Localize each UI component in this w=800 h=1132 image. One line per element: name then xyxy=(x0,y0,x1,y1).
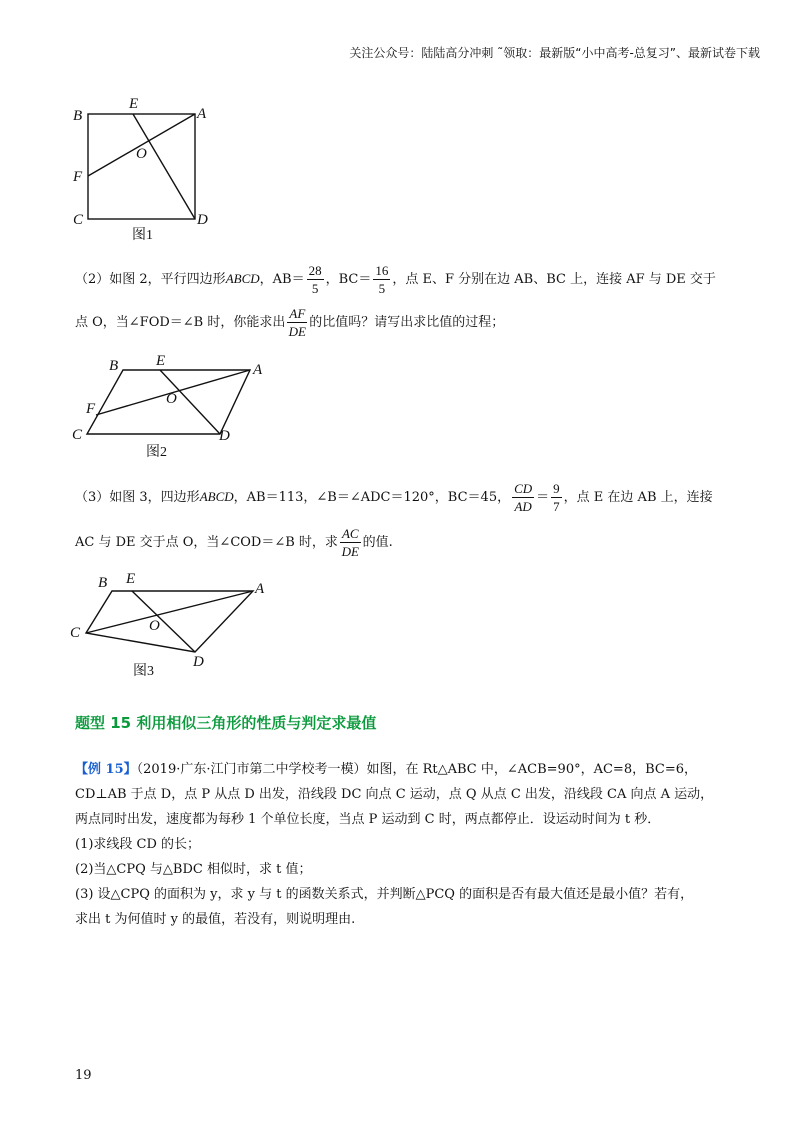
figure-2-diagram xyxy=(60,350,280,460)
figure-3 xyxy=(60,565,280,685)
example-label: 【例 15】 xyxy=(75,762,137,777)
fig3-caption: 图3 xyxy=(133,664,154,679)
example-line-4: (1)求线段 CD 的长； xyxy=(75,837,201,852)
example-line-5: (2)当△CPQ 与△BDC 相似时，求 t 值； xyxy=(75,862,312,877)
page-header: 关注公众号：陆陆高分冲刺 ˜领取：最新版“小中高考-总复习”、最新试卷下载 xyxy=(349,46,760,60)
q3-frac-den: DE xyxy=(341,544,359,559)
q2-bc-eq: ，BC＝ xyxy=(325,272,372,287)
figure-2 xyxy=(60,350,280,460)
fig1-label-c: C xyxy=(73,212,84,228)
q3-text-1: （3）如图 3，四边形 xyxy=(75,490,200,505)
fig2-label-c: C xyxy=(72,427,83,443)
example-15 xyxy=(75,757,725,932)
q3-text-4: AC 与 DE 交于点 O，当∠COD＝∠B 时，求 xyxy=(75,535,338,550)
fig1-label-o: O xyxy=(136,146,147,162)
q2-abcd: ABCD xyxy=(225,271,260,286)
fig1-label-e: E xyxy=(129,96,139,112)
q2-ab-eq: ，AB＝ xyxy=(259,272,305,287)
fig1-label-a: A xyxy=(197,106,207,122)
fig1-label-f: F xyxy=(73,169,83,185)
q2-ab-den: 5 xyxy=(311,281,319,296)
fig3-label-e: E xyxy=(126,571,136,587)
page-number: 19 xyxy=(75,1068,92,1083)
fig3-label-d: D xyxy=(193,654,204,670)
q2-text-4: 的比值吗？请写出求比值的过程； xyxy=(309,315,505,330)
q3-val-den: 7 xyxy=(553,499,560,514)
q2-bc-den: 5 xyxy=(378,281,386,296)
q2-fraction-af-de xyxy=(287,305,307,340)
q3-text-3: ，点 E 在边 AB 上，连接 xyxy=(563,490,713,505)
fig3-label-o: O xyxy=(149,618,160,634)
q2-text-2: ，点 E、F 分别在边 AB、BC 上，连接 AF 与 DE 交于 xyxy=(392,272,716,287)
q2-fraction-bc xyxy=(373,262,390,297)
example-line-3: 两点同时出发，速度都为每秒 1 个单位长度，当点 P 运动到 C 时，两点都停止．设运动时间为 t 秒． xyxy=(75,812,661,827)
fig1-label-d: D xyxy=(197,212,208,228)
fig2-label-e: E xyxy=(156,353,166,369)
q2-text-3: 点 O，当∠FOD＝∠B 时，你能求出 xyxy=(75,315,286,330)
fig2-label-b: B xyxy=(109,358,119,374)
example-line-1 xyxy=(75,757,725,782)
q3-fraction-cd-ad xyxy=(512,480,534,515)
example-line-7: 求出 t 为何值时 y 的最值，若没有，则说明理由. xyxy=(75,912,356,927)
q3-val-num: 9 xyxy=(553,481,560,496)
fig1-caption: 图1 xyxy=(132,228,153,243)
fig2-caption: 图2 xyxy=(146,445,167,460)
q3-fraction-ac-de xyxy=(340,525,361,560)
figure-1-diagram xyxy=(60,90,260,250)
q2-ab-num: 28 xyxy=(308,263,322,278)
figure-1 xyxy=(60,90,260,250)
example-line-2: CD⊥AB 于点 D，点 P 从点 D 出发，沿线段 DC 向点 C 运动，点 Q 从点 C 出发，沿线段 CA 向点 A 运动， xyxy=(75,787,714,802)
q2-frac-num: AF xyxy=(289,306,306,321)
fig2-label-a: A xyxy=(253,362,263,378)
fig3-label-a: A xyxy=(255,581,265,597)
fig1-label-b: B xyxy=(73,108,83,124)
q2-fraction-ab xyxy=(307,262,324,297)
q2-text-1: （2）如图 2，平行四边形 xyxy=(75,272,226,287)
example-line-6: (3) 设△CPQ 的面积为 y，求 y 与 t 的函数关系式，并判断△PCQ 的面积是否有最大值还是最小值？若有， xyxy=(75,887,694,902)
section-title: 题型 15 利用相似三角形的性质与判定求最值 xyxy=(75,714,377,732)
q2-frac-den: DE xyxy=(288,324,306,339)
question-2 xyxy=(75,260,725,342)
fig3-label-b: B xyxy=(98,575,108,591)
q3-frac-num: AC xyxy=(341,526,359,541)
fig2-label-o: O xyxy=(166,391,177,407)
q3-abcd: ABCD xyxy=(199,489,234,504)
q3-cd-num: CD xyxy=(514,481,533,496)
q3-fraction-9-7 xyxy=(551,480,562,515)
example-text-1: （2019·广东·江门市第二中学校考一模）如图，在 Rt△ABC 中，∠ACB=90°，AC=8，BC=6， xyxy=(136,762,697,777)
q3-text-2: ，AB＝113，∠B＝∠ADC＝120°，BC＝45， xyxy=(233,490,511,505)
fig2-label-d: D xyxy=(219,428,230,444)
question-3 xyxy=(75,478,725,562)
q3-text-5: 的值. xyxy=(362,535,393,550)
fig3-label-c: C xyxy=(70,625,81,641)
q3-eq: ＝ xyxy=(536,490,550,505)
figure-3-diagram xyxy=(60,565,280,685)
q2-bc-num: 16 xyxy=(375,263,389,278)
fig2-label-f: F xyxy=(86,401,96,417)
q3-cd-den: AD xyxy=(514,499,532,514)
